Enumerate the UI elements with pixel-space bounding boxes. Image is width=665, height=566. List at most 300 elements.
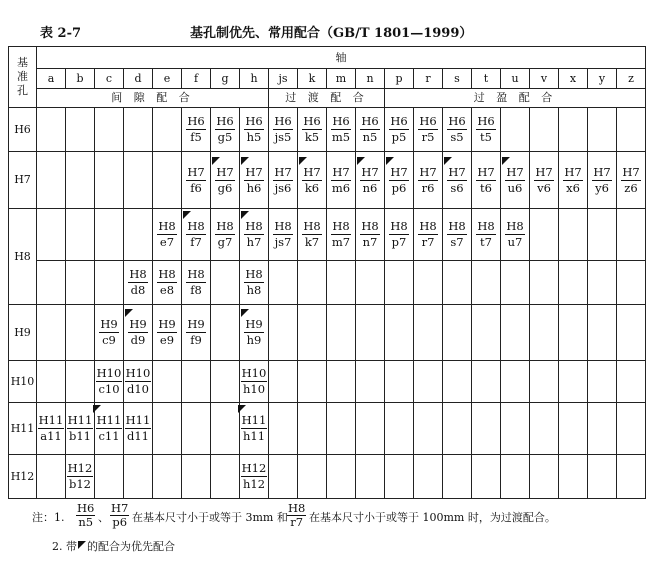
fit-fraction	[186, 268, 205, 297]
table-cell	[385, 209, 414, 261]
fit-fraction	[157, 318, 176, 347]
fit-fraction	[476, 220, 495, 249]
fit-shaft-denominator: h9	[246, 333, 262, 347]
fit-fraction	[186, 220, 205, 249]
table-cell	[385, 152, 414, 209]
fit-fraction	[128, 318, 147, 347]
fit-shaft-denominator: n5	[362, 130, 378, 144]
fit-shaft-denominator: js5	[274, 130, 292, 144]
table-cell	[153, 152, 182, 209]
fit-fraction	[302, 166, 321, 195]
table-cell	[588, 108, 617, 152]
fit-fraction	[302, 220, 321, 249]
table-cell	[182, 305, 211, 361]
note-1-fraction-1	[76, 502, 95, 529]
fit-hole-numerator: H12	[241, 461, 267, 475]
fraction-denominator: r7	[290, 515, 304, 529]
fit-shaft-denominator: c11	[98, 429, 120, 443]
fit-shaft-denominator: s5	[450, 130, 464, 144]
fit-shaft-denominator: r5	[421, 130, 435, 144]
note-1	[14, 500, 654, 536]
table-cell	[617, 455, 646, 499]
fits-table	[8, 46, 646, 499]
table-cell	[501, 261, 530, 305]
fit-shaft-denominator: a11	[40, 429, 62, 443]
fit-shaft-denominator: e7	[159, 235, 175, 249]
fit-hole-numerator: H11	[125, 413, 151, 427]
note-1-prefix: 注：1.	[32, 511, 65, 524]
fit-fraction	[534, 166, 553, 195]
fit-hole-numerator: H8	[158, 219, 176, 233]
fit-shaft-denominator: h11	[242, 429, 266, 443]
table-cell	[559, 152, 588, 209]
fit-fraction	[215, 166, 234, 195]
table-cell	[617, 305, 646, 361]
preferred-flag-icon	[357, 157, 365, 165]
preferred-flag-icon	[299, 157, 307, 165]
table-cell	[559, 305, 588, 361]
table-cell	[443, 305, 472, 361]
table-cell	[327, 361, 356, 403]
table-cell	[298, 108, 327, 152]
fit-hole-numerator: H8	[448, 219, 466, 233]
preferred-flag-icon	[386, 157, 394, 165]
fit-shaft-denominator: k7	[304, 235, 320, 249]
fit-shaft-denominator: f9	[190, 333, 202, 347]
table-cell	[37, 455, 66, 499]
fit-fraction	[244, 115, 263, 144]
table-cell	[414, 261, 443, 305]
fit-fraction	[186, 115, 205, 144]
fit-fraction	[157, 220, 176, 249]
shaft-letter-a: a	[37, 69, 66, 89]
table-cell	[356, 261, 385, 305]
table-cell	[617, 108, 646, 152]
fit-hole-numerator: H6	[332, 114, 350, 128]
fit-hole-numerator: H9	[158, 317, 176, 331]
table-cell	[211, 108, 240, 152]
shaft-letter-s: s	[443, 69, 472, 89]
table-cell	[240, 403, 269, 455]
table-cell	[298, 152, 327, 209]
table-cell	[530, 261, 559, 305]
table-cell	[124, 361, 153, 403]
corner-label: 基准孔	[17, 56, 28, 97]
fit-hole-numerator: H8	[245, 219, 263, 233]
fit-fraction	[418, 220, 437, 249]
table-cell	[472, 361, 501, 403]
fit-hole-numerator: H6	[216, 114, 234, 128]
table-cell	[240, 209, 269, 261]
table-cell	[530, 361, 559, 403]
fit-fraction	[447, 220, 466, 249]
shaft-letter-k: k	[298, 69, 327, 89]
table-cell	[617, 209, 646, 261]
fit-fraction	[360, 166, 379, 195]
table-row	[9, 108, 646, 152]
fit-hole-numerator: H7	[448, 164, 466, 179]
fit-fraction	[476, 166, 495, 195]
fit-shaft-denominator: x6	[566, 180, 580, 195]
table-cell	[153, 108, 182, 152]
table-cell	[501, 361, 530, 403]
table-cell	[327, 209, 356, 261]
shaft-letter-r: r	[414, 69, 443, 89]
shaft-letter-f: f	[182, 69, 211, 89]
fit-shaft-denominator: d8	[130, 283, 146, 297]
table-cell	[66, 361, 95, 403]
shaft-letter-d: d	[124, 69, 153, 89]
table-cell	[530, 209, 559, 261]
fit-shaft-denominator: js6	[274, 180, 292, 195]
fit-fraction	[244, 268, 263, 297]
fit-fraction	[186, 318, 205, 347]
table-cell	[530, 455, 559, 499]
table-cell	[37, 108, 66, 152]
fit-fraction	[241, 414, 268, 443]
fit-fraction	[563, 166, 582, 195]
fit-hole-numerator: H7	[564, 164, 582, 179]
table-cell	[356, 455, 385, 499]
fit-shaft-denominator: g7	[217, 235, 233, 249]
table-cell	[501, 305, 530, 361]
fit-fraction	[505, 166, 524, 195]
fit-hole-numerator: H11	[38, 413, 64, 427]
table-cell	[530, 152, 559, 209]
fit-hole-numerator: H8	[274, 219, 292, 233]
table-cell	[124, 152, 153, 209]
fit-hole-numerator: H6	[477, 114, 495, 128]
fit-shaft-denominator: e8	[159, 283, 175, 297]
shaft-letter-c: c	[95, 69, 124, 89]
fit-hole-numerator: H6	[187, 114, 205, 128]
table-cell	[298, 455, 327, 499]
table-cell	[356, 403, 385, 455]
fit-shaft-denominator: m7	[331, 235, 351, 249]
fit-hole-numerator: H7	[622, 164, 640, 179]
fit-hole-numerator: H7	[361, 164, 379, 179]
table-cell	[37, 305, 66, 361]
note-1-separator: 、	[98, 511, 109, 524]
table-cell	[95, 209, 124, 261]
note-1-fraction-2	[110, 502, 129, 529]
fit-fraction	[360, 115, 379, 144]
fit-hole-numerator: H6	[390, 114, 408, 128]
table-cell	[66, 261, 95, 305]
fit-hole-numerator: H6	[419, 114, 437, 128]
fit-hole-numerator: H7	[245, 164, 263, 179]
fit-shaft-denominator: t7	[480, 235, 492, 249]
table-cell	[443, 455, 472, 499]
table-cell	[37, 403, 66, 455]
fit-shaft-denominator: m6	[331, 180, 351, 195]
table-cell	[124, 305, 153, 361]
table-cell	[588, 361, 617, 403]
fit-fraction	[331, 115, 351, 144]
fit-hole-numerator: H6	[448, 114, 466, 128]
shaft-letter-u: u	[501, 69, 530, 89]
fraction-numerator: H6	[77, 501, 95, 515]
table-cell	[182, 361, 211, 403]
table-cell	[472, 403, 501, 455]
table-cell	[530, 403, 559, 455]
fit-shaft-denominator: p7	[391, 235, 407, 249]
fit-hole-numerator: H9	[100, 317, 118, 331]
group-transition: 过 渡 配 合	[269, 89, 385, 108]
fit-shaft-denominator: k5	[304, 130, 320, 144]
table-cell	[559, 455, 588, 499]
table-cell	[472, 108, 501, 152]
fit-hole-numerator: H7	[419, 164, 437, 179]
fit-shaft-denominator: z6	[624, 180, 638, 195]
fit-hole-numerator: H6	[303, 114, 321, 128]
hole-label: H10	[9, 361, 37, 403]
fit-hole-numerator: H8	[419, 219, 437, 233]
fit-fraction	[215, 220, 234, 249]
table-cell	[588, 261, 617, 305]
table-cell	[443, 361, 472, 403]
table-cell	[472, 209, 501, 261]
note-2-suffix: 的配合为优先配合	[87, 540, 175, 553]
fit-fraction	[244, 220, 263, 249]
table-cell	[269, 361, 298, 403]
fit-hole-numerator: H10	[96, 366, 122, 380]
fit-fraction	[331, 166, 351, 195]
fit-shaft-denominator: d9	[130, 333, 146, 347]
fit-fraction	[302, 115, 321, 144]
fit-fraction	[360, 220, 379, 249]
table-cell	[559, 209, 588, 261]
table-cell	[240, 361, 269, 403]
table-cell	[559, 108, 588, 152]
fit-shaft-denominator: r7	[421, 235, 435, 249]
table-cell	[95, 455, 124, 499]
preferred-flag-icon	[212, 157, 220, 165]
fit-shaft-denominator: f5	[190, 130, 202, 144]
table-cell	[240, 108, 269, 152]
table-cell	[385, 403, 414, 455]
hole-label: H8	[9, 209, 37, 305]
table-cell	[530, 108, 559, 152]
fit-hole-numerator: H7	[593, 164, 611, 179]
table-cell	[385, 361, 414, 403]
table-cell	[617, 261, 646, 305]
table-cell	[153, 305, 182, 361]
fit-hole-numerator: H7	[274, 164, 292, 179]
fit-hole-numerator: H11	[241, 413, 267, 427]
table-cell	[385, 455, 414, 499]
fit-fraction	[241, 462, 268, 491]
table-cell	[617, 403, 646, 455]
shaft-letter-js: js	[269, 69, 298, 89]
table-cell	[153, 361, 182, 403]
table-row	[9, 361, 646, 403]
table-cell	[588, 403, 617, 455]
table-cell	[37, 209, 66, 261]
fit-hole-numerator: H7	[506, 164, 524, 179]
shaft-letter-h: h	[240, 69, 269, 89]
fit-fraction	[128, 268, 147, 297]
fit-hole-numerator: H9	[129, 317, 147, 331]
fit-hole-numerator: H8	[129, 267, 147, 281]
table-cell	[211, 403, 240, 455]
fit-shaft-denominator: h7	[246, 235, 262, 249]
fit-shaft-denominator: e9	[159, 333, 175, 347]
table-cell	[95, 261, 124, 305]
table-cell	[182, 261, 211, 305]
fit-shaft-denominator: g5	[217, 130, 233, 144]
fit-fraction	[389, 220, 408, 249]
fit-hole-numerator: H10	[241, 366, 267, 380]
fit-hole-numerator: H8	[477, 219, 495, 233]
note-1-end-text: 在基本尺寸小于或等于 100mm 时，为过渡配合。	[309, 511, 556, 524]
fit-fraction	[67, 414, 94, 443]
preferred-flag-icon	[125, 309, 133, 317]
table-cell	[530, 305, 559, 361]
fit-fraction	[418, 166, 437, 195]
table-cell	[124, 403, 153, 455]
fit-fraction	[96, 414, 123, 443]
shaft-letter-b: b	[66, 69, 95, 89]
table-cell	[95, 361, 124, 403]
fit-fraction	[244, 318, 263, 347]
table-cell	[95, 403, 124, 455]
shaft-header: 轴	[37, 47, 646, 69]
table-cell	[472, 455, 501, 499]
fit-shaft-denominator: u6	[507, 180, 523, 195]
fit-fraction	[241, 367, 268, 396]
table-cell	[240, 261, 269, 305]
table-cell	[66, 403, 95, 455]
table-row	[9, 455, 646, 499]
fit-shaft-denominator: d10	[126, 382, 149, 396]
table-cell	[66, 152, 95, 209]
table-title: 基孔制优先、常用配合（GB/T 1801—1999）	[190, 26, 473, 41]
fit-shaft-denominator: f6	[190, 180, 202, 195]
fit-hole-numerator: H6	[245, 114, 263, 128]
fit-fraction	[476, 115, 495, 144]
fit-fraction	[447, 115, 466, 144]
table-cell	[269, 152, 298, 209]
table-cell	[472, 261, 501, 305]
fit-hole-numerator: H7	[390, 164, 408, 179]
preferred-flag-icon	[502, 157, 510, 165]
preferred-flag-icon	[238, 405, 246, 413]
group-interference: 过 盈 配 合	[385, 89, 646, 108]
note-1-fraction-3	[287, 502, 306, 529]
table-cell	[588, 305, 617, 361]
fit-fraction	[67, 462, 94, 491]
fit-shaft-denominator: g6	[217, 180, 233, 195]
note-1-middle-text: 在基本尺寸小于或等于 3mm 和	[132, 511, 288, 524]
table-cell	[501, 152, 530, 209]
table-cell	[240, 455, 269, 499]
table-cell	[356, 209, 385, 261]
fit-fraction	[157, 268, 176, 297]
fit-hole-numerator: H6	[361, 114, 379, 128]
table-cell	[95, 305, 124, 361]
fit-shaft-denominator: js7	[274, 235, 292, 249]
fraction-numerator: H7	[111, 501, 129, 515]
shaft-letter-x: x	[559, 69, 588, 89]
fit-shaft-denominator: b11	[68, 429, 91, 443]
table-cell	[501, 209, 530, 261]
table-cell	[298, 305, 327, 361]
table-cell	[153, 403, 182, 455]
fit-hole-numerator: H12	[67, 461, 93, 475]
table-cell	[66, 108, 95, 152]
fit-hole-numerator: H8	[390, 219, 408, 233]
shaft-letter-v: v	[530, 69, 559, 89]
table-cell	[153, 209, 182, 261]
shaft-letter-y: y	[588, 69, 617, 89]
table-cell	[385, 305, 414, 361]
hole-label: H6	[9, 108, 37, 152]
fit-hole-numerator: H6	[274, 114, 292, 128]
table-cell	[385, 261, 414, 305]
table-row	[9, 305, 646, 361]
table-cell	[443, 108, 472, 152]
table-cell	[240, 305, 269, 361]
fit-fraction	[418, 115, 437, 144]
group-clearance: 间 隙 配 合	[37, 89, 269, 108]
table-cell	[559, 403, 588, 455]
table-cell	[443, 209, 472, 261]
fit-fraction	[331, 220, 351, 249]
table-cell	[414, 403, 443, 455]
table-cell	[124, 209, 153, 261]
table-cell	[95, 108, 124, 152]
fit-shaft-denominator: f7	[190, 235, 202, 249]
table-cell	[443, 261, 472, 305]
table-cell	[501, 455, 530, 499]
fit-shaft-denominator: y6	[595, 180, 609, 195]
fit-hole-numerator: H7	[303, 164, 321, 179]
table-cell	[356, 305, 385, 361]
table-cell	[501, 403, 530, 455]
shaft-letter-m: m	[327, 69, 356, 89]
fit-shaft-denominator: f8	[190, 283, 202, 297]
fit-hole-numerator: H10	[125, 366, 151, 380]
fit-shaft-denominator: h10	[242, 382, 266, 396]
table-cell	[443, 403, 472, 455]
fit-hole-numerator: H8	[361, 219, 379, 233]
table-cell	[269, 108, 298, 152]
table-cell	[414, 209, 443, 261]
table-cell	[327, 403, 356, 455]
fit-hole-numerator: H9	[187, 317, 205, 331]
table-cell	[327, 455, 356, 499]
fit-hole-numerator: H8	[332, 219, 350, 233]
fit-fraction	[505, 220, 524, 249]
table-cell	[211, 209, 240, 261]
fit-fraction	[447, 166, 466, 195]
table-cell	[153, 455, 182, 499]
fit-fraction	[99, 318, 118, 347]
hole-label: H11	[9, 403, 37, 455]
fit-fraction	[96, 367, 123, 396]
table-cell	[356, 108, 385, 152]
shaft-letter-n: n	[356, 69, 385, 89]
fit-hole-numerator: H11	[67, 413, 93, 427]
table-cell	[327, 305, 356, 361]
fit-hole-numerator: H11	[96, 413, 122, 427]
table-cell	[414, 152, 443, 209]
table-cell	[588, 209, 617, 261]
fit-hole-numerator: H7	[477, 164, 495, 179]
fit-hole-numerator: H7	[216, 164, 234, 179]
table-cell	[211, 361, 240, 403]
